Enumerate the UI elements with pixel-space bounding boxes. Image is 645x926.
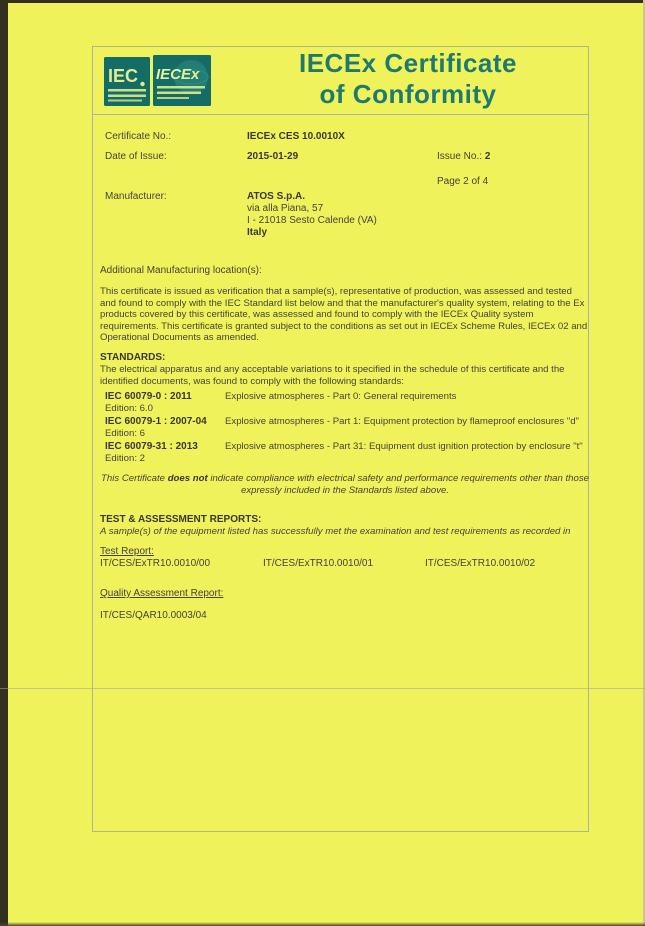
standard-description: Explosive atmospheres - Part 1: Equipment protection by flameproof enclosures "d" <box>225 416 579 427</box>
title-line-2: of Conformity <box>319 79 497 109</box>
certificate-no-label: Certificate No.: <box>105 131 172 142</box>
date-of-issue-value: 2015-01-29 <box>247 151 299 162</box>
iecex-logo-text: IECEx <box>156 66 200 83</box>
standard-edition: Edition: 2 <box>105 453 146 464</box>
test-report-label: Test Report: <box>100 546 154 557</box>
standard-description: Explosive atmospheres - Part 31: Equipment dust ignition protection by enclosure "t" <box>225 441 583 452</box>
certificate-header <box>92 46 589 115</box>
test-reports-heading: TEST & ASSESSMENT REPORTS: <box>100 514 262 525</box>
quality-assessment-value: IT/CES/QAR10.0003/04 <box>100 610 207 621</box>
manufacturer-name: ATOS S.p.A. <box>247 191 305 202</box>
scan-edge-left <box>0 0 8 926</box>
manufacturer-address-line: I - 21018 Sesto Calende (VA) <box>247 215 377 226</box>
manufacturer-address-line: via alla Piana, 57 <box>247 203 324 214</box>
scan-edge-bottom <box>0 922 645 926</box>
disclaimer-bold: does not <box>167 473 208 484</box>
standard-edition: Edition: 6.0 <box>105 403 154 414</box>
page-info: Page 2 of 4 <box>437 176 489 187</box>
test-report-number: IT/CES/ExTR10.0010/01 <box>263 558 374 569</box>
iec-logo-text: IEC <box>108 66 139 86</box>
certificate-title <box>233 48 583 110</box>
iec-logo-icon <box>104 57 150 106</box>
title-line-1: IECEx Certificate <box>298 48 518 78</box>
manufacturer-label: Manufacturer: <box>105 191 167 202</box>
iecex-logo-icon <box>153 55 211 106</box>
standard-code: IEC 60079-0 : 2011 <box>105 391 192 402</box>
issue-no-label: Issue No.: <box>437 151 483 162</box>
additional-locations-label: Additional Manufacturing location(s): <box>100 265 262 276</box>
standard-code: IEC 60079-31 : 2013 <box>105 441 198 452</box>
date-of-issue-label: Date of Issue: <box>105 151 167 162</box>
certificate-no-value: IECEx CES 10.0010X <box>247 131 345 142</box>
disclaimer-post: indicate compliance with electrical safety and performance requirements other than those expressly included in the Standards listed above. <box>207 473 589 496</box>
certification-paragraph: This certificate is issued as verification that a sample(s), representative of production, was assessed and tested and found to comply with the IEC Standard list below and that the manufacturer's quality system, relating to the Ex products covered by this certificate, was assessed and found to comply with the IECEx Quality system requirements. This certificate is granted subject to the conditions as set out in IECEx Scheme Rules, IECEx 02 and Operational Documents as amended. <box>100 286 588 344</box>
disclaimer-pre: This Certificate <box>101 473 168 484</box>
standards-heading: STANDARDS: <box>100 352 166 363</box>
test-report-number: IT/CES/ExTR10.0010/00 <box>100 558 211 569</box>
disclaimer-note <box>100 473 590 496</box>
standard-code: IEC 60079-1 : 2007-04 <box>105 416 207 427</box>
standard-edition: Edition: 6 <box>105 428 146 439</box>
manufacturer-address-line: Italy <box>247 227 268 238</box>
issue-no <box>437 151 490 163</box>
test-report-number: IT/CES/ExTR10.0010/02 <box>425 558 536 569</box>
standard-description: Explosive atmospheres - Part 0: General requirements <box>225 391 457 402</box>
standards-intro: The electrical apparatus and any acceptable variations to it specified in the schedule of this certificate and the identified documents, was found to comply with the following standards: <box>100 364 565 387</box>
quality-assessment-label: Quality Assessment Report: <box>100 588 224 599</box>
scan-edge-top <box>0 0 645 3</box>
test-reports-intro: A sample(s) of the equipment listed has successfully met the examination and test requirements as recorded in <box>100 526 571 537</box>
issue-no-value: 2 <box>484 151 491 162</box>
